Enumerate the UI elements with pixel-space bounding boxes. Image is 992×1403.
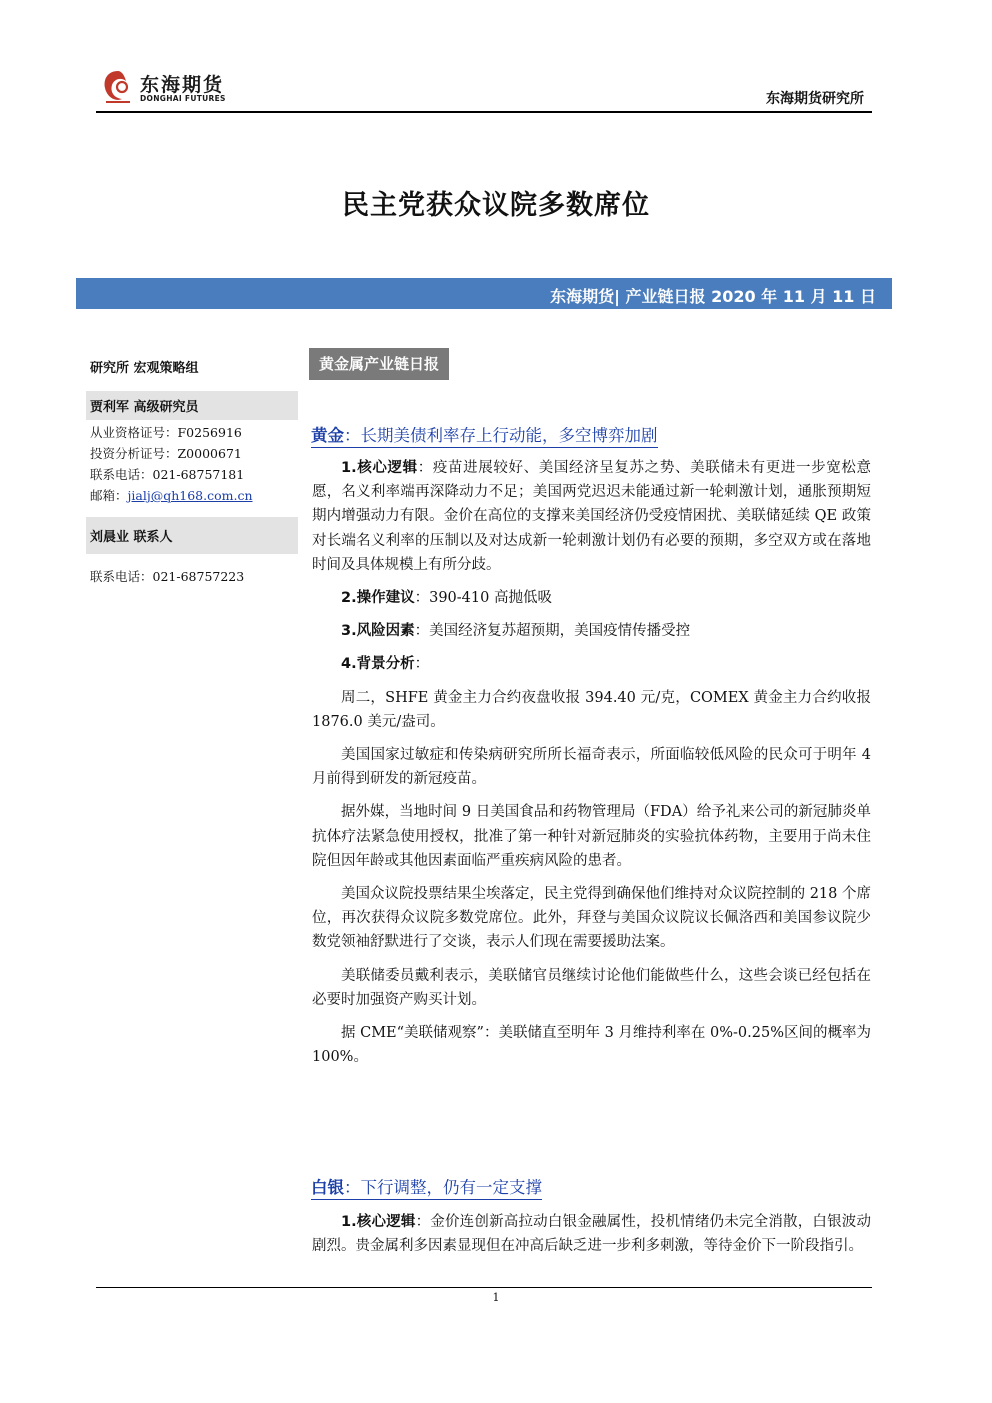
gold-title-lead: 黄金 [311, 426, 344, 445]
logo-text-cn: 东海期货 [140, 74, 225, 96]
sidebar-qualification-line: 从业资格证号：F0256916 [90, 425, 242, 440]
gold-background [312, 652, 871, 676]
company-logo [100, 68, 240, 108]
gold-core-logic-text: ：疫苗进展较好、美国经济呈复苏之势、美联储未有更进一步宽松意愿，名义利率端再深降动力不足；美国两党迟迟未能通过新一轮刺激计划，通胀预期短期内增强动力有限。金价在高位的支撑来美国经济仍受疫情困扰、美联储延续 QE 政策对长端名义利率的压制以及对达成新一轮刺激计划仍有必要的预期，多空双方或在落地时间及具体规模上有所分歧。 [312, 460, 871, 573]
silver-section-title[interactable] [311, 1174, 542, 1200]
background-paragraph: 周二，SHFE 黄金主力合约夜盘收报 394.40 元/克，COMEX 黄金主力合约收报 1876.0 美元/盎司。 [312, 689, 871, 730]
institute-name: 东海期货研究所 [766, 91, 864, 107]
banner-text: 东海期货| 产业链日报 2020 年 11 月 11 日 [550, 287, 876, 306]
background-paragraph: 美联储委员戴利表示，美联储官员继续讨论他们能做些什么，这些会谈已经包括在必要时加强资产购买计划。 [312, 967, 871, 1008]
sidebar-phone-line: 联系电话：021-68757181 [90, 467, 245, 482]
sidebar-license-line: 投资分析证号：Z0000671 [90, 446, 242, 461]
document-title: 民主党获众议院多数席位 [342, 190, 650, 221]
gold-background-colon: ： [414, 656, 430, 673]
silver-title-lead: 白银 [311, 1178, 344, 1197]
footer-divider [96, 1287, 872, 1288]
silver-core-logic-label: 1.核心逻辑 [341, 1214, 416, 1230]
page-number: 1 [492, 1291, 500, 1304]
gold-suggestion [312, 586, 871, 610]
gold-suggestion-label: 2.操作建议 [341, 590, 415, 607]
silver-core-logic [312, 1210, 871, 1258]
background-paragraph: 美国国家过敏症和传染病研究所所长福奇表示，所面临较低风险的民众可于明年 4 月前得到研发的新冠疫苗。 [312, 747, 871, 788]
silver-core-logic-text: ：金价连创新高拉动白银金融属性，投机情绪仍未完全消散，白银波动剧烈。贵金属利多因素显现但在冲高后缺乏进一步利多刺激，等待金价下一阶段指引。 [312, 1214, 871, 1255]
sidebar-group-research: 研究所 宏观策略组 [90, 361, 199, 376]
email-label: 邮箱： [90, 488, 128, 503]
gold-background-label: 4.背景分析 [341, 656, 415, 673]
gold-risk-text: ：美国经济复苏超预期，美国疫情传播受控 [414, 623, 691, 640]
gold-risk [312, 619, 871, 643]
gold-risk-label: 3.风险因素 [341, 623, 415, 640]
author-sidebar [86, 352, 298, 587]
gold-core-logic-label: 1.核心逻辑 [341, 460, 418, 476]
sidebar-contact-phone: 联系电话：021-68757223 [90, 569, 245, 584]
logo-text-en: DONGHAI FUTURES [140, 94, 226, 103]
report-banner [76, 278, 892, 309]
sidebar-email-line [86, 485, 298, 506]
dragon-emblem-icon [100, 68, 136, 106]
gold-title-rest: ：长期美债利率存上行动能，多空博弈加剧 [344, 426, 658, 445]
background-paragraph: 据 CME“美联储观察”：美联储直至明年 3 月维持利率在 0%-0.25%区间的概率为 100%。 [312, 1025, 871, 1066]
sidebar-contact-heading: 刘晨业 联系人 [86, 517, 298, 554]
email-link[interactable]: jialj@qh168.com.cn [127, 488, 253, 503]
background-paragraph: 据外媒，当地时间 9 日美国食品和药物管理局（FDA）给予礼来公司的新冠肺炎单抗体疗法紧急使用授权，批准了第一种针对新冠肺炎的实验抗体药物，主要用于尚未住院但因年龄或其他因素面临严重疾病风险的患者。 [312, 804, 871, 869]
gold-section-title[interactable] [311, 422, 658, 448]
silver-title-rest: ：下行调整，仍有一定支撑 [344, 1178, 542, 1197]
gold-body [312, 456, 871, 1078]
header-divider [96, 111, 872, 113]
background-paragraph: 美国众议院投票结果尘埃落定，民主党得到确保他们维持对众议院控制的 218 个席位，再次获得众议院多数党席位。此外，拜登与美国众议院议长佩洛西和美国参议院少数党领袖舒默进行了交谈，表示人们现在需要援助法案。 [312, 886, 871, 951]
gold-core-logic [312, 456, 871, 577]
silver-body [312, 1210, 871, 1267]
section-tag: 黄金属产业链日报 [309, 348, 449, 380]
sidebar-analyst-heading: 贾利军 高级研究员 [86, 391, 298, 420]
gold-suggestion-text: ：390-410 高抛低吸 [414, 590, 552, 607]
